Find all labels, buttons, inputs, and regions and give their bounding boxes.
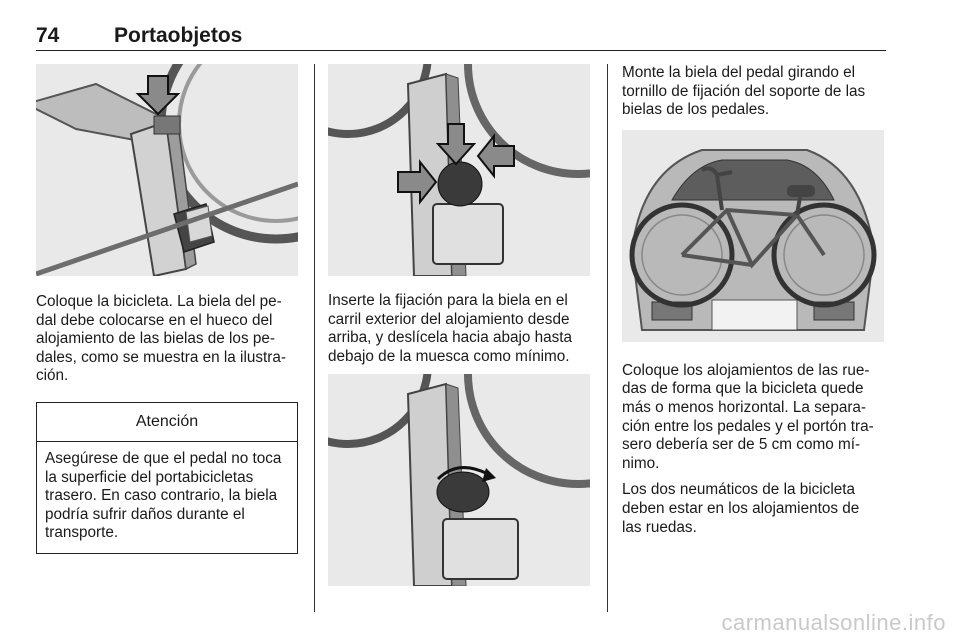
attention-notice bbox=[36, 402, 298, 554]
column-divider-2 bbox=[607, 64, 608, 612]
column-1 bbox=[36, 64, 298, 554]
page-number: 74 bbox=[36, 24, 60, 47]
instruction-paragraph-3: Monte la biela del pedal girando el tornillo de fijación del soporte de las bielas de los pedales. bbox=[622, 64, 866, 119]
car-rear-with-bicycle-figure bbox=[622, 130, 884, 342]
column-3 bbox=[622, 64, 888, 537]
watermark: carmanualsonline.info bbox=[721, 610, 946, 635]
section-title: Portaobjetos bbox=[114, 24, 243, 47]
notice-body: Asegúrese de que el pedal no toca la superficie del portabicicletas trasero. En caso contrario, la biela podría sufrir daños durante el transporte. bbox=[45, 449, 282, 542]
notice-title: Atención bbox=[37, 403, 297, 442]
bike-carrier-pedal-figure bbox=[36, 64, 298, 276]
column-2 bbox=[328, 64, 590, 586]
crank-holder-insert-figure bbox=[328, 64, 590, 276]
crank-holder-insert-illustration-icon bbox=[328, 64, 590, 276]
crank-holder-screw-figure bbox=[328, 374, 590, 586]
page-header bbox=[36, 24, 886, 51]
column-divider-1 bbox=[314, 64, 315, 612]
crank-holder-screw-illustration-icon bbox=[328, 374, 590, 586]
instruction-paragraph-5: Los dos neumáticos de la bicicleta deben estar en los alojamientos de las ruedas. bbox=[622, 481, 860, 536]
car-rear-with-bicycle-illustration-icon bbox=[622, 130, 884, 342]
instruction-paragraph-4: Coloque los alojamientos de las rue- das de forma que la bicicleta quede más o menos horizontal. La separa- ción entre los pedales y el portón tra- sero debería ser de 5 cm como mí- nimo. bbox=[622, 361, 874, 472]
instruction-paragraph-1: Coloque la bicicleta. La biela del pe- dal debe colocarse en el hueco del alojamiento de las bielas de los pe- dales, como se muestra en la ilustra- ción. bbox=[36, 293, 286, 385]
bike-carrier-pedal-arrow-illustration-icon bbox=[36, 64, 298, 276]
instruction-paragraph-2: Inserte la fijación para la biela en el carril exterior del alojamiento desde arriba, y deslícela hacia abajo hasta debajo de la muesca como mínimo. bbox=[328, 292, 573, 365]
